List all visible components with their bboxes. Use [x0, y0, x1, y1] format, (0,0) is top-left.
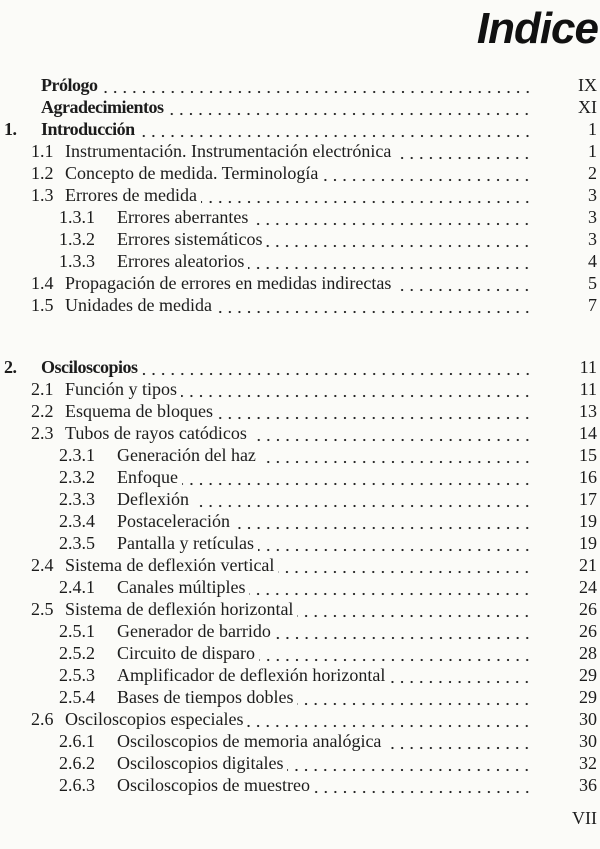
toc-entry[interactable]	[0, 400, 600, 422]
entry-page: 19	[579, 511, 597, 531]
entry-title: Instrumentación. Instrumentación electrónica	[65, 141, 392, 161]
dot-leader	[395, 272, 532, 294]
entry-title: Prólogo	[41, 74, 102, 96]
entry-page: 15	[579, 445, 597, 465]
entry-title: Bases de tiempos dobles	[117, 687, 294, 707]
dot-leader	[167, 96, 532, 118]
entry-page: 14	[579, 423, 597, 443]
chapter-number: 1.	[4, 119, 17, 139]
toc-entry[interactable]	[0, 206, 600, 228]
dot-leader	[193, 488, 532, 510]
entry-title: Osciloscopios de memoria analógica	[117, 731, 382, 751]
entry-title: Esquema de bloques	[65, 401, 213, 421]
entry-title: Canales múltiples	[117, 577, 246, 597]
section-number: 1.3.2	[59, 229, 95, 249]
entry-title: Agradecimientos	[41, 96, 167, 118]
entry-title: Osciloscopios especiales	[65, 709, 244, 729]
dot-leader	[259, 642, 532, 664]
entry-page: 4	[588, 251, 597, 271]
entry-page: 3	[588, 207, 597, 227]
section-number: 2.5.1	[59, 621, 95, 641]
entry-title: Pantalla y retículas	[117, 533, 254, 553]
entry-page: 3	[588, 229, 597, 249]
toc-entry[interactable]	[0, 708, 600, 730]
entry-title: Errores sistemáticos	[117, 229, 263, 249]
entry-page: 26	[579, 599, 597, 619]
entry-page: 13	[579, 401, 597, 421]
toc-entry[interactable]	[0, 466, 600, 488]
toc-entry[interactable]	[0, 228, 600, 250]
section-number: 2.3.5	[59, 533, 95, 553]
entry-page: 29	[579, 665, 597, 685]
entry-page: 5	[588, 273, 597, 293]
entry-title: Propagación de errores en medidas indirectas	[65, 273, 392, 293]
dot-leader	[251, 422, 532, 444]
section-number: 2.6.2	[59, 753, 95, 773]
toc-entry[interactable]	[0, 272, 600, 294]
toc-entry[interactable]	[0, 422, 600, 444]
section-number: 2.5.4	[59, 687, 95, 707]
toc-entry[interactable]	[0, 576, 600, 598]
dot-leader	[260, 444, 532, 466]
dot-leader	[142, 356, 532, 378]
entry-title: Sistema de deflexión vertical	[65, 555, 275, 575]
section-number: 2.2	[31, 401, 54, 421]
entry-title: Unidades de medida	[65, 295, 212, 315]
dot-leader	[297, 686, 532, 708]
dot-leader	[247, 708, 532, 730]
toc-entry[interactable]	[0, 510, 600, 532]
entry-page: 2	[588, 163, 597, 183]
section-number: 2.3.2	[59, 467, 95, 487]
dot-leader	[275, 620, 532, 642]
entry-title: Concepto de medida. Terminología	[65, 163, 319, 183]
section-number: 1.1	[31, 141, 54, 161]
toc-entry[interactable]	[0, 184, 600, 206]
toc-entry[interactable]	[0, 96, 600, 118]
dot-leader	[287, 752, 532, 774]
entry-page: 30	[579, 709, 597, 729]
section-number: 1.3	[31, 185, 54, 205]
section-number: 1.5	[31, 295, 54, 315]
dot-leader	[217, 400, 532, 422]
toc-entry[interactable]	[0, 118, 600, 140]
entry-page: 30	[579, 731, 597, 751]
section-number: 2.6.3	[59, 775, 95, 795]
section-number: 2.3.3	[59, 489, 95, 509]
toc-entry[interactable]	[0, 488, 600, 510]
entry-title: Generador de barrido	[117, 621, 271, 641]
section-number: 2.5.2	[59, 643, 95, 663]
entry-title: Errores aberrantes	[117, 207, 249, 227]
entry-page: 28	[579, 643, 597, 663]
entry-page: 24	[579, 577, 597, 597]
entry-page: 7	[588, 295, 597, 315]
entry-title: Osciloscopios	[41, 356, 142, 378]
toc-entry[interactable]	[0, 74, 600, 96]
section-number: 2.5	[31, 599, 54, 619]
entry-page: 11	[579, 357, 597, 377]
entry-title: Osciloscopios digitales	[117, 753, 284, 773]
toc-entry[interactable]	[0, 752, 600, 774]
toc-entry[interactable]	[0, 642, 600, 664]
section-number: 2.3	[31, 423, 54, 443]
dot-leader	[249, 576, 532, 598]
dot-leader	[297, 598, 532, 620]
section-number: 2.6.1	[59, 731, 95, 751]
dot-leader	[258, 532, 532, 554]
entry-page: 1	[588, 119, 597, 139]
dot-leader	[216, 294, 532, 316]
dot-leader	[266, 228, 532, 250]
toc-entry[interactable]	[0, 294, 600, 316]
dot-leader	[395, 140, 532, 162]
entry-page: 11	[579, 379, 597, 399]
dot-leader	[278, 554, 532, 576]
chapter-number: 2.	[4, 357, 17, 377]
entry-page: 36	[579, 775, 597, 795]
entry-page: 1	[588, 141, 597, 161]
section-number: 2.4	[31, 555, 54, 575]
entry-title: Tubos de rayos catódicos	[65, 423, 247, 443]
entry-title: Sistema de deflexión horizontal	[65, 599, 294, 619]
toc-entry[interactable]	[0, 686, 600, 708]
dot-leader	[389, 664, 532, 686]
entry-page: 16	[579, 467, 597, 487]
entry-title: Función y tipos	[65, 379, 178, 399]
entry-title: Introducción	[41, 118, 139, 140]
section-number: 1.3.1	[59, 207, 95, 227]
toc-entry[interactable]	[0, 598, 600, 620]
section-number: 2.5.3	[59, 665, 95, 685]
toc-entry[interactable]	[0, 730, 600, 752]
section-number: 2.3.4	[59, 511, 95, 531]
dot-leader	[139, 118, 532, 140]
dot-leader	[314, 774, 532, 796]
section-number: 2.6	[31, 709, 54, 729]
section-number: 2.3.1	[59, 445, 95, 465]
entry-page: 3	[588, 185, 597, 205]
entry-page: XI	[578, 97, 597, 117]
section-number: 1.3.3	[59, 251, 95, 271]
page-title: Indice	[476, 4, 598, 53]
entry-page: 32	[579, 753, 597, 773]
dot-leader	[322, 162, 532, 184]
entry-title: Postaceleración	[117, 511, 230, 531]
entry-title: Circuito de disparo	[117, 643, 255, 663]
toc-entry[interactable]	[0, 378, 600, 400]
entry-title: Errores de medida	[65, 185, 197, 205]
toc-entry[interactable]	[0, 356, 600, 378]
entry-page: IX	[578, 75, 597, 95]
entry-page: 19	[579, 533, 597, 553]
entry-title: Enfoque	[117, 467, 178, 487]
dot-leader	[102, 74, 533, 96]
entry-title: Errores aleatorios	[117, 251, 245, 271]
entry-title: Deflexión	[117, 489, 189, 509]
dot-leader	[182, 466, 532, 488]
dot-leader	[181, 378, 532, 400]
entry-title: Generación del haz	[117, 445, 256, 465]
entry-page: 26	[579, 621, 597, 641]
toc-entry[interactable]	[0, 250, 600, 272]
toc-entry[interactable]	[0, 620, 600, 642]
toc-entry[interactable]	[0, 664, 600, 686]
dot-leader	[385, 730, 532, 752]
dot-leader	[248, 250, 532, 272]
entry-title: Amplificador de deflexión horizontal	[117, 665, 386, 685]
toc-entry[interactable]	[0, 444, 600, 466]
toc-entry[interactable]	[0, 140, 600, 162]
entry-title: Osciloscopios de muestreo	[117, 775, 310, 795]
toc-entry[interactable]	[0, 532, 600, 554]
page-number: VII	[572, 808, 597, 828]
toc-entry[interactable]	[0, 162, 600, 184]
toc-entry[interactable]	[0, 554, 600, 576]
dot-leader	[234, 510, 532, 532]
entry-page: 29	[579, 687, 597, 707]
section-number: 1.4	[31, 273, 54, 293]
section-number: 2.4.1	[59, 577, 95, 597]
section-number: 2.1	[31, 379, 54, 399]
entry-page: 17	[579, 489, 597, 509]
toc-entry[interactable]	[0, 774, 600, 796]
dot-leader	[201, 184, 532, 206]
entry-page: 21	[579, 555, 597, 575]
section-number: 1.2	[31, 163, 54, 183]
dot-leader	[252, 206, 532, 228]
